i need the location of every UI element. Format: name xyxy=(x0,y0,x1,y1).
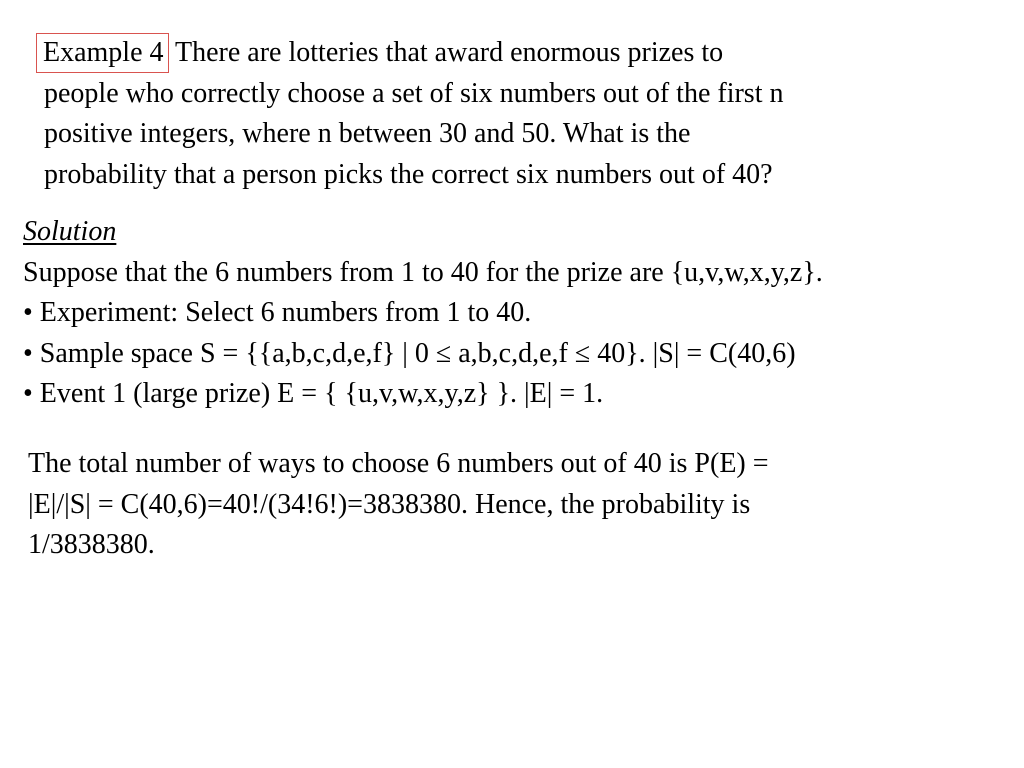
solution-line-1: Suppose that the 6 numbers from 1 to 40 for the prize are {u,v,w,x,y,z}. xyxy=(23,256,823,288)
solution-heading: Solution xyxy=(23,216,117,247)
solution-bullet-sample-space: • Sample space S = {{a,b,c,d,e,f} | 0 ≤ a,b,c,d,e,f ≤ 40}. |S| = C(40,6) xyxy=(23,337,796,369)
solution-section xyxy=(23,212,1013,415)
solution-bullet-experiment: • Experiment: Select 6 numbers from 1 to 40. xyxy=(23,297,532,328)
example-text: There are lotteries that award enormous prizes to xyxy=(168,37,724,68)
example-label: Example 4 xyxy=(36,33,169,73)
example-line-2: people who correctly choose a set of six numbers out of the first n xyxy=(44,77,784,109)
solution-bullet-event: • Event 1 (large prize) E = { {u,v,w,x,y,z} }. |E| = 1. xyxy=(23,378,604,409)
example-line-1 xyxy=(44,33,1004,74)
conclusion-line-3: 1/3838380. xyxy=(28,529,155,560)
example-line-4: probability that a person picks the correct six numbers out of 40? xyxy=(44,158,773,190)
example-problem xyxy=(44,33,1004,195)
conclusion-line-2: |E|/|S| = C(40,6)=40!/(34!6!)=3838380. Hence, the probability is xyxy=(28,488,751,520)
conclusion-paragraph xyxy=(28,444,988,566)
example-line-3: positive integers, where n between 30 and 50. What is the xyxy=(44,118,691,149)
conclusion-line-1: The total number of ways to choose 6 numbers out of 40 is P(E) = xyxy=(28,448,769,479)
